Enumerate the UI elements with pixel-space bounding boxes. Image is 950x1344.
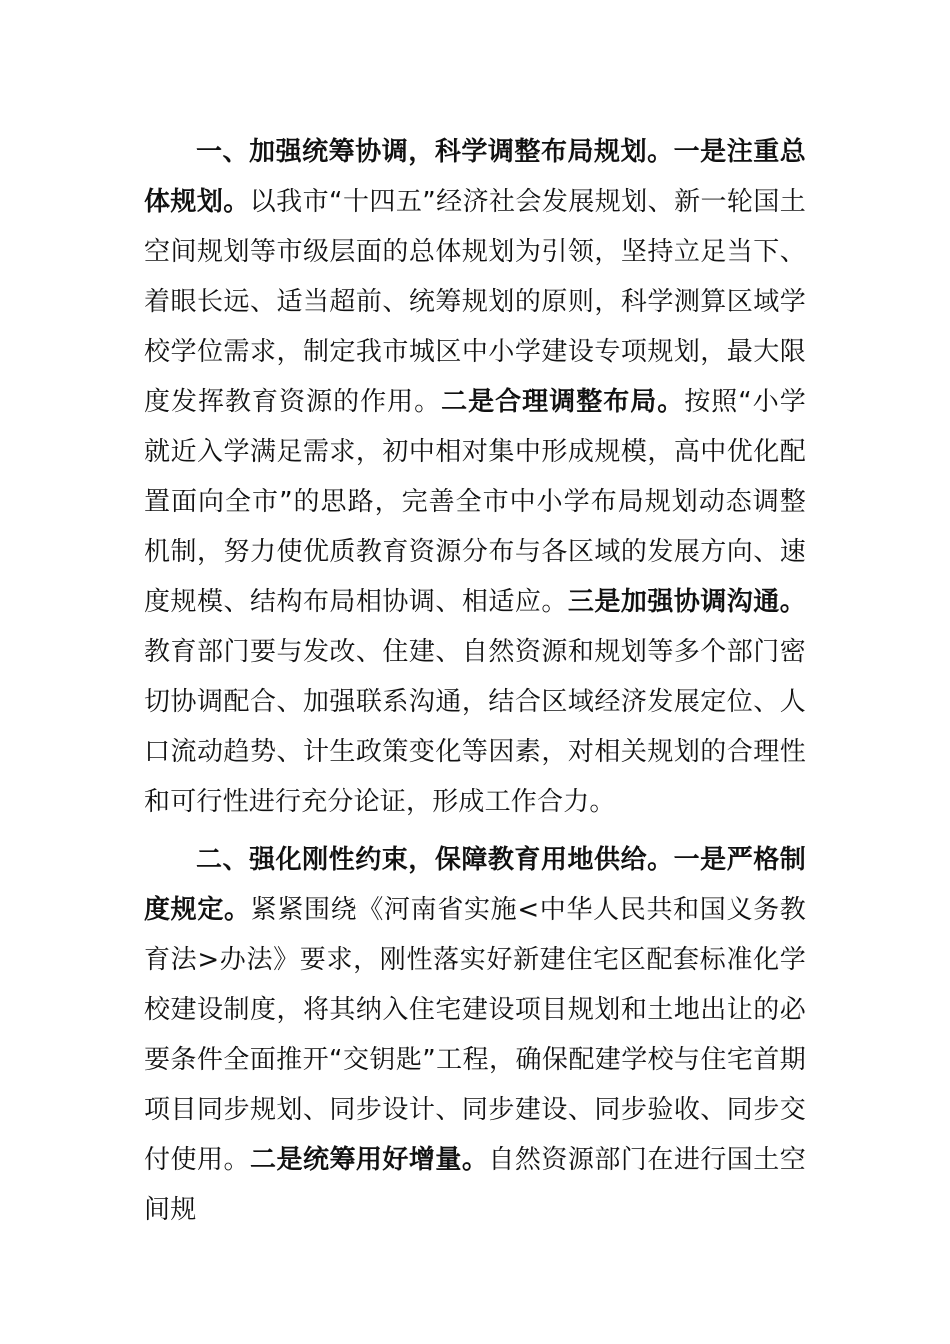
section-2-point-2-title: 二是统筹用好增量。 xyxy=(249,1145,489,1175)
section-2-point-2-text: 自然资源部门在进行国土空间规 xyxy=(144,1145,806,1225)
section-2-point-1-title: 一是严格制度规定。 xyxy=(144,845,806,925)
section-1-point-1-text: 以我市“十四五”经济社会发展规划、新一轮国土空间规划等市级层面的总体规划为引领，坚持立足当下、着眼长远、适当超前、统筹规划的原则，科学测算区域学校学位需求，制定我市城区中小学建设专项规划，最大限度发挥教育资源的作用。 xyxy=(144,187,806,417)
section-1-point-1-title: 一是注重总体规划。 xyxy=(144,137,806,217)
section-1-paragraph xyxy=(144,127,806,827)
section-1-point-2-text: 按照“小学就近入学满足需求，初中相对集中形成规模，高中优化配置面向全市”的思路，完善全市中小学布局规划动态调整机制，努力使优质教育资源分布与各区域的发展方向、速度规模、结构布局相协调、相适应。 xyxy=(144,387,806,617)
section-2-point-1-text: 紧紧围绕《河南省实施<中华人民共和国义务教育法>办法》要求，刚性落实好新建住宅区配套标准化学校建设制度，将其纳入住宅建设项目规划和土地出让的必要条件全面推开“交钥匙”工程，确保配建学校与住宅首期项目同步规划、同步设计、同步建设、同步验收、同步交付使用。 xyxy=(144,895,806,1175)
section-1-point-2-title: 二是合理调整布局。 xyxy=(441,387,685,417)
section-1-heading: 一、加强统筹协调，科学调整布局规划。 xyxy=(196,137,674,167)
section-1-point-3-title: 三是加强协调沟通。 xyxy=(567,587,806,617)
section-2-paragraph xyxy=(144,835,806,1235)
section-2-heading: 二、强化刚性约束，保障教育用地供给。 xyxy=(196,845,674,875)
section-1-point-3-text: 教育部门要与发改、住建、自然资源和规划等多个部门密切协调配合、加强联系沟通，结合区域经济发展定位、人口流动趋势、计生政策变化等因素，对相关规划的合理性和可行性进行充分论证，形成工作合力。 xyxy=(144,637,806,817)
